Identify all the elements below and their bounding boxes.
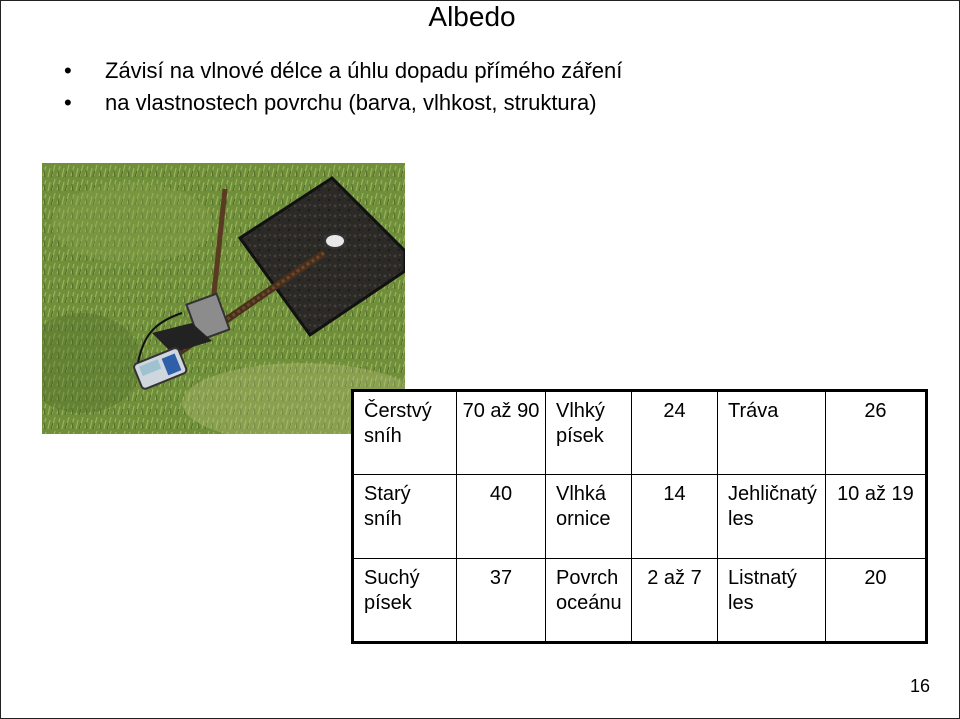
- albedo-value-cell: 40: [457, 475, 546, 559]
- surface-cell: Vlhká ornice: [546, 475, 632, 559]
- albedo-value-cell: 10 až 19: [825, 475, 926, 559]
- bullet-dot-icon: •: [64, 90, 72, 115]
- surface-cell: Starý sníh: [353, 475, 457, 559]
- surface-cell: Povrch oceánu: [546, 559, 632, 643]
- page-number: 16: [909, 676, 931, 696]
- albedo-value-cell: 70 až 90: [457, 391, 546, 475]
- surface-cell: Čerstvý sníh: [353, 391, 457, 475]
- bullet-list: [64, 58, 622, 122]
- slide-title: Albedo: [428, 1, 516, 32]
- albedo-value-cell: 20: [825, 559, 926, 643]
- table-row: [353, 475, 927, 559]
- albedo-value-cell: 37: [457, 559, 546, 643]
- surface-cell: Listnatý les: [718, 559, 826, 643]
- surface-cell: Tráva: [718, 391, 826, 475]
- albedo-value-cell: 26: [825, 391, 926, 475]
- albedo-value-cell: 24: [632, 391, 718, 475]
- surface-cell: Vlhký písek: [546, 391, 632, 475]
- bullet-text: na vlastnostech povrchu (barva, vlhkost, struktura): [105, 90, 597, 115]
- albedo-value-cell: 14: [632, 475, 718, 559]
- bullet-item: [64, 90, 622, 122]
- table-row: [353, 391, 927, 475]
- albedo-value-cell: 2 až 7: [632, 559, 718, 643]
- surface-cell: Jehličnatý les: [718, 475, 826, 559]
- surface-cell: Suchý písek: [353, 559, 457, 643]
- bullet-text: Závisí na vlnové délce a úhlu dopadu přímého záření: [105, 58, 623, 83]
- table-row: [353, 559, 927, 643]
- bullet-item: [64, 58, 622, 90]
- albedo-table: [351, 389, 928, 644]
- bullet-dot-icon: •: [64, 58, 72, 83]
